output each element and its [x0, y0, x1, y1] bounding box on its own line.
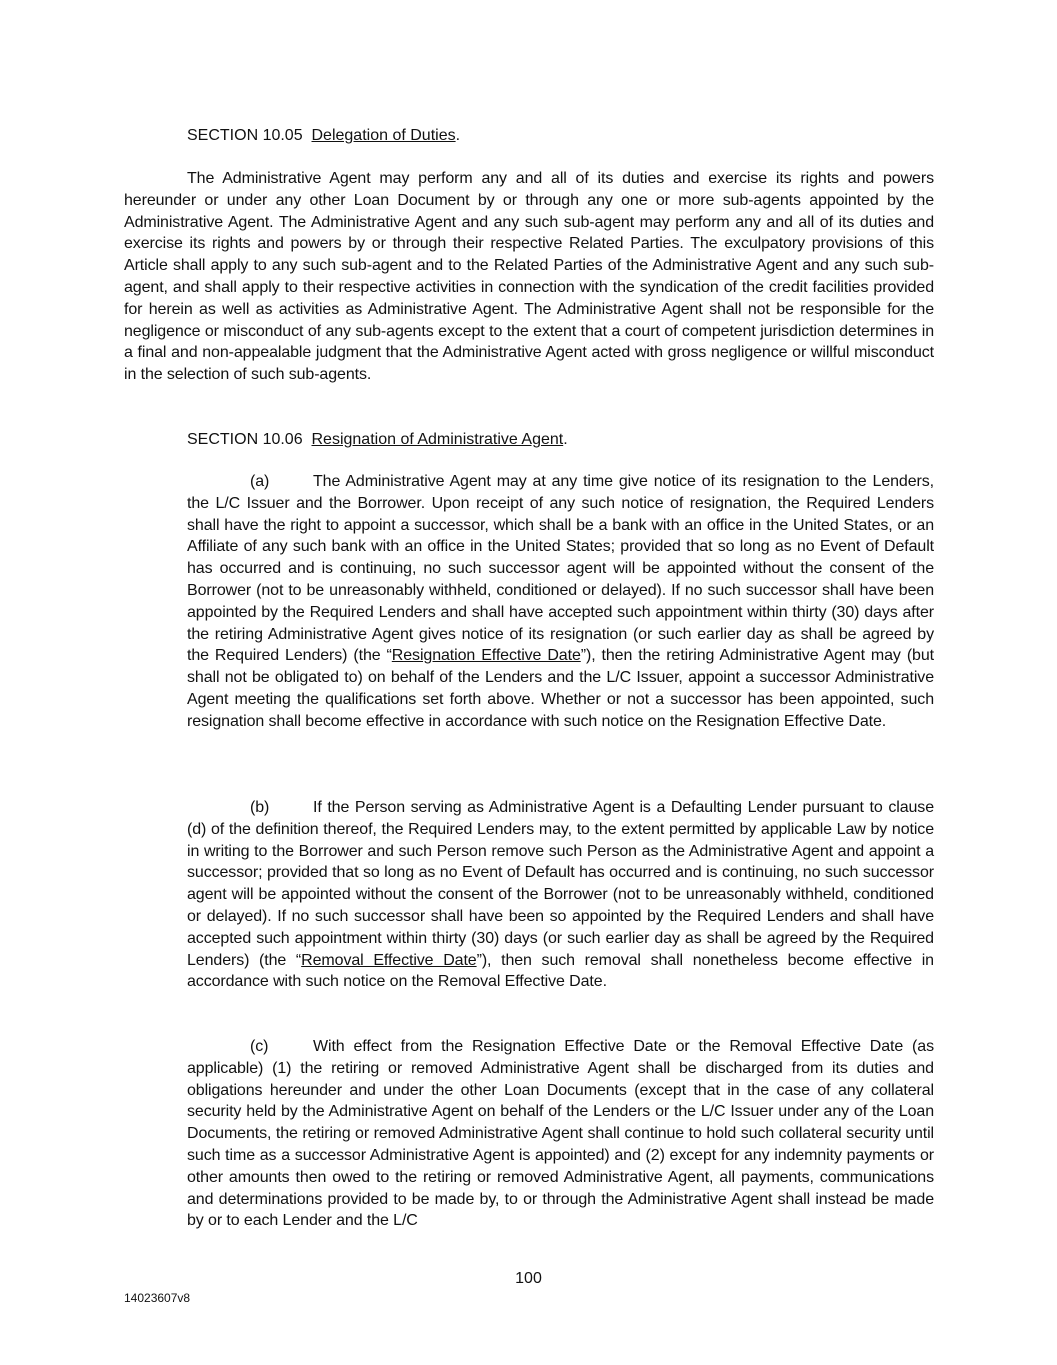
clause-a-paragraph — [187, 471, 934, 733]
clause-c-paragraph — [187, 1036, 934, 1232]
document-id: 14023607v8 — [124, 1291, 191, 1305]
clause-c-text: With effect from the Resignation Effective Date or the Removal Effective Date (as applicable) (1) the retiring or removed Administrative Agent shall be discharged from its duties and obligations hereunder and under the other Loan Documents (except that in the case of any collateral security held by the Administrative Agent on behalf of the Lenders or the L/C Issuer under any of the Loan Documents, the retiring or removed Administrative Agent shall continue to hold such collateral security until such time as a successor Administrative Agent is appointed) and (2) except for any indemnity payments or other amounts then owed to the retiring or removed Administrative Agent, all payments, communications and determinations provided to be made by, to or through the Administrative Agent shall instead be made by or to each Lender and the L/C — [187, 1038, 934, 1230]
clause-a-label: (a) — [250, 473, 270, 490]
section-10-06-heading — [187, 429, 568, 451]
defined-term-removal-effective-date: Removal Effective Date — [301, 951, 477, 969]
section-title: Delegation of Duties — [311, 127, 456, 144]
defined-term-resignation-effective-date: Resignation Effective Date — [391, 647, 581, 665]
clause-b-text-before: If the Person serving as Administrative Agent is a Defaulting Lender pursuant to clause (d) of the definition thereof, the Required Lenders may, to the extent permitted by applicable Law by notice in writing to the Borrower and such Person remove such Person as the Administrative Agent and appoint a successor; provided that so long as no Event of Default has occurred and is continuing, no such successor agent will be appointed without the consent of the Borrower (not to be unreasonably withheld, conditioned or delayed). If no such successor shall have been so appointed by the Required Lenders and shall have accepted such appointment within thirty (30) days (or such earlier day as shall be agreed by the Required Lenders) (the “ — [187, 799, 934, 969]
section-number: SECTION 10.05 — [187, 127, 303, 144]
page-number: 100 — [515, 1270, 542, 1287]
clause-b-label: (b) — [250, 799, 270, 816]
section-title-period: . — [563, 431, 568, 448]
clause-c-label: (c) — [250, 1038, 269, 1055]
section-title-period: . — [455, 127, 461, 144]
section-title: Resignation of Administrative Agent — [311, 431, 564, 448]
clause-a-text-before: The Administrative Agent may at any time give notice of its resignation to the Lenders, the L/C Issuer and the Borrower. Upon receipt of any such notice of resignation, the Required Lenders shall have the right to appoint a successor, which shall be a bank with an office in the United States, or an Affiliate of any such bank with an office in the United States; provided that so long as no Event of Default has occurred and is continuing, no such successor agent will be appointed without the consent of the Borrower (not to be unreasonably withheld, conditioned or delayed). If no such successor shall have been appointed by the Required Lenders and shall have accepted such appointment within thirty (30) days after the retiring Administrative Agent gives notice of its resignation (or such earlier day as shall be agreed by the Required Lenders) (the “ — [187, 473, 934, 665]
section-10-05-heading — [187, 125, 460, 147]
clause-b-text-after: ”), then such removal shall nonetheless become effective in accordance with such notice on the Removal Effective Date. — [187, 951, 934, 991]
section-10-05-paragraph: The Administrative Agent may perform any and all of its duties and exercise its rights and powers hereunder or under any other Loan Document by or through any one or more sub-agents appointed by the Administrative Agent. The Administrative Agent and any such sub-agent may perform any and all of its duties and exercise its rights and powers by or through their respective Related Parties. The exculpatory provisions of this Article shall apply to any such sub-agent and to the Related Parties of the Administrative Agent and any such sub-agent, and shall apply to their respective activities in connection with the syndication of the credit facilities provided for herein as well as activities as Administrative Agent. The Administrative Agent shall not be responsible for the negligence or misconduct of any sub-agents except to the extent that a court of competent jurisdiction determines in a final and non-appealable judgment that the Administrative Agent acted with gross negligence or willful misconduct in the selection of such sub-agents. — [124, 170, 934, 384]
clause-b-paragraph — [187, 797, 934, 993]
section-number: SECTION 10.06 — [187, 431, 303, 448]
clause-a-text-after: ”), then the retiring Administrative Agent may (but shall not be obligated to) on behalf of the Lenders and the L/C Issuer, appoint a successor Administrative Agent meeting the qualifications set forth above. Whether or not a successor has been appointed, such resignation shall become effective in accordance with such notice on the Resignation Effective Date. — [187, 647, 934, 730]
